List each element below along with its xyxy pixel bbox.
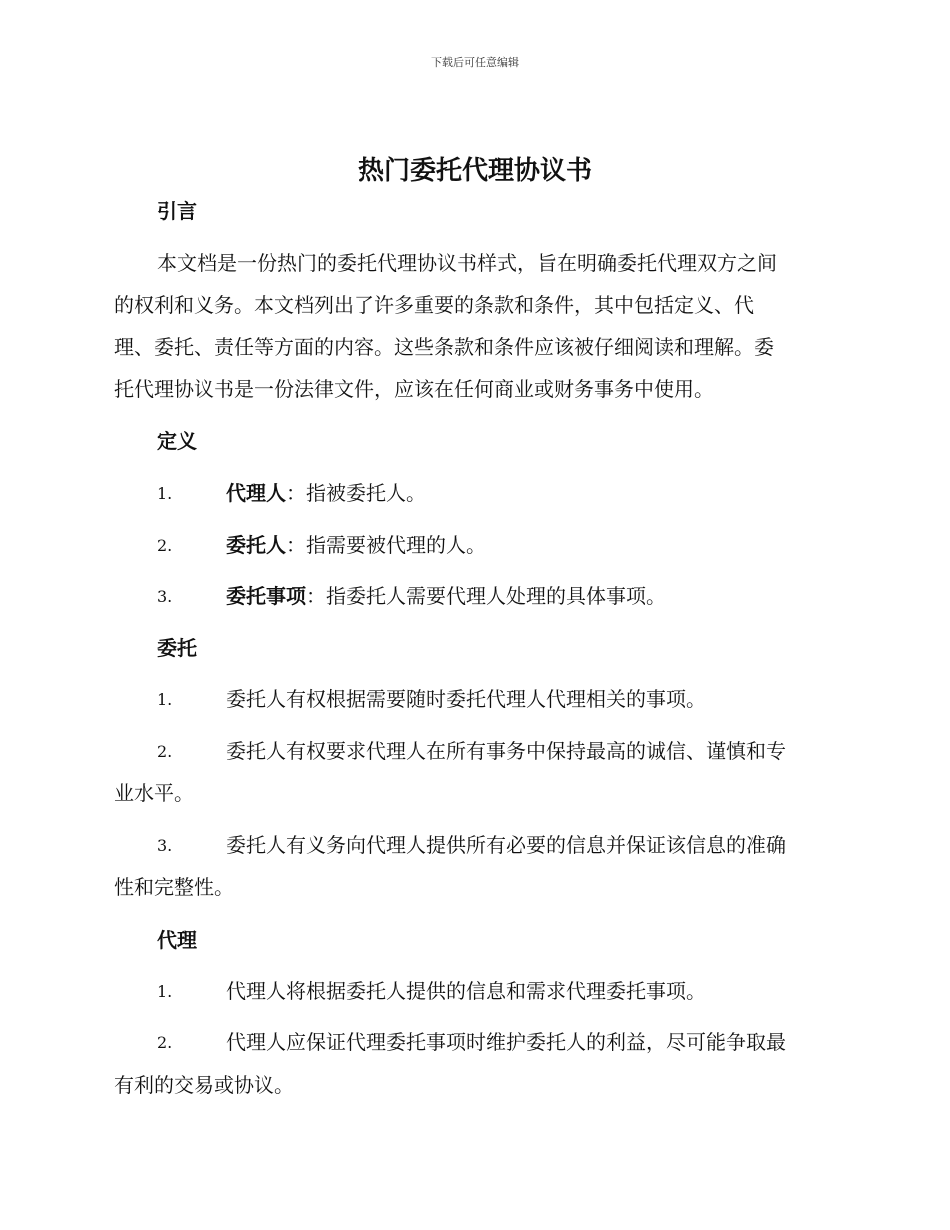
definition-item	[226, 531, 486, 559]
list-item-continuation: 有利的交易或协议。	[114, 1073, 294, 1097]
list-number: 3.	[157, 587, 173, 606]
definition-item	[226, 479, 426, 507]
list-number: 2.	[157, 1033, 173, 1052]
list-item-text: 代理人将根据委托人提供的信息和需求代理委托事项。	[226, 979, 706, 1003]
list-number: 2.	[157, 536, 173, 555]
list-item-continuation: 业水平。	[114, 781, 194, 805]
list-number: 1.	[157, 982, 173, 1001]
document-title: 热门委托代理协议书	[357, 156, 592, 186]
list-number: 3.	[157, 836, 173, 855]
section-heading-entrust: 委托	[157, 636, 197, 660]
list-number: 2.	[157, 742, 173, 761]
intro-line: 理、委托、责任等方面的内容。这些条款和条件应该被仔细阅读和理解。委	[114, 335, 774, 359]
intro-line: 的权利和义务。本文档列出了许多重要的条款和条件，其中包括定义、代	[114, 293, 754, 317]
definition-term: 委托事项	[226, 584, 306, 608]
section-heading-intro: 引言	[157, 199, 197, 223]
definition-text: ：指需要被代理的人。	[286, 533, 486, 557]
list-item-text: 委托人有义务向代理人提供所有必要的信息并保证该信息的准确	[226, 833, 786, 857]
list-item-text: 委托人有权要求代理人在所有事务中保持最高的诚信、谨慎和专	[226, 739, 786, 763]
definition-term: 代理人	[226, 481, 286, 505]
header-note: 下载后可任意编辑	[431, 56, 519, 69]
section-heading-definitions: 定义	[157, 429, 197, 453]
intro-line: 托代理协议书是一份法律文件，应该在任何商业或财务事务中使用。	[114, 377, 714, 401]
list-item-text: 委托人有权根据需要随时委托代理人代理相关的事项。	[226, 687, 706, 711]
list-item-continuation: 性和完整性。	[114, 875, 234, 899]
list-number: 1.	[157, 690, 173, 709]
definition-item	[226, 582, 666, 610]
definition-text: ：指委托人需要代理人处理的具体事项。	[306, 584, 666, 608]
definition-term: 委托人	[226, 533, 286, 557]
definition-text: ：指被委托人。	[286, 481, 426, 505]
intro-line: 本文档是一份热门的委托代理协议书样式，旨在明确委托代理双方之间	[157, 251, 777, 275]
list-number: 1.	[157, 484, 173, 503]
list-item-text: 代理人应保证代理委托事项时维护委托人的利益，尽可能争取最	[226, 1030, 786, 1054]
section-heading-agency: 代理	[157, 928, 197, 952]
